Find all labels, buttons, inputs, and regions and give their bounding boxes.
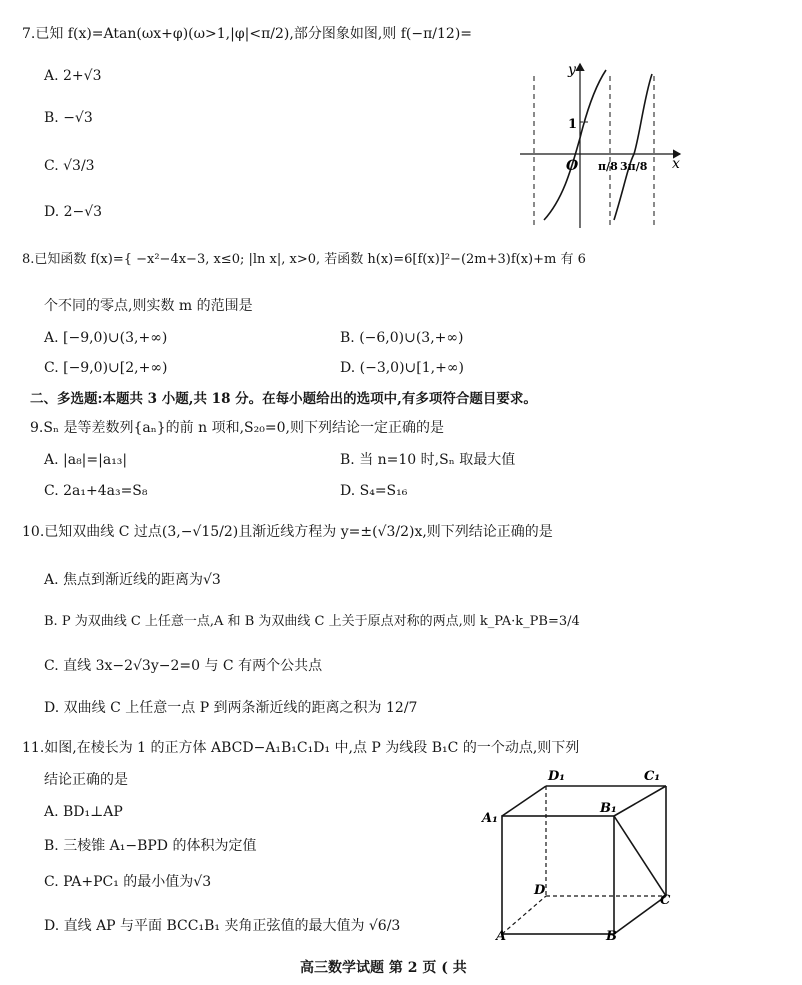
- q11-cube-figure: [480, 764, 680, 940]
- x-tick-3pi-8: 3π/8: [620, 160, 648, 173]
- q7-stem: 7.已知 f(x)=Atan(ωx+φ)(ω>1,|φ|<π/2),部分图象如图,则 f(−π/12)=: [22, 26, 473, 42]
- origin-label: O: [566, 158, 579, 174]
- vertex-D1: D₁: [548, 769, 565, 784]
- q11-stem-line2: 结论正确的是: [44, 772, 128, 788]
- tan-branch-1: [544, 70, 606, 220]
- vertex-D: D: [534, 883, 546, 898]
- page-footer: 高三数学试题 第 2 页 ( 共: [300, 960, 467, 976]
- q10-option-d: D. 双曲线 C 上任意一点 P 到两条渐近线的距离之积为 12/7: [44, 700, 418, 716]
- q7-tangent-graph: [520, 58, 700, 230]
- vertex-A1: A₁: [482, 811, 498, 826]
- q10-option-c: C. 直线 3x−2√3y−2=0 与 C 有两个公共点: [44, 658, 323, 674]
- y-tick-1: 1: [568, 117, 578, 132]
- q11-option-d: D. 直线 AP 与平面 BCC₁B₁ 夹角正弦值的最大值为 √6/3: [44, 918, 401, 934]
- vertex-C: C: [660, 893, 671, 908]
- q11-option-b: B. 三棱锥 A₁−BPD 的体积为定值: [44, 838, 257, 854]
- q8-option-c: C. [−9,0)∪[2,+∞): [44, 360, 168, 376]
- q7-option-a: A. 2+√3: [44, 68, 102, 84]
- q9-option-a: A. |a₈|=|a₁₃|: [44, 452, 128, 468]
- q8-option-d: D. (−3,0)∪[1,+∞): [340, 360, 464, 376]
- q9-option-b: B. 当 n=10 时,Sₙ 取最大值: [340, 452, 516, 468]
- x-axis-label: x: [672, 156, 680, 172]
- section-2-heading: 二、多选题:本题共 3 小题,共 18 分。在每小题给出的选项中,有多项符合题目要求。: [30, 391, 537, 407]
- q10-stem: 10.已知双曲线 C 过点(3,−√15/2)且渐近线方程为 y=±(√3/2)x,则下列结论正确的是: [22, 524, 553, 540]
- q7-option-c: C. √3/3: [44, 158, 95, 174]
- q8-stem-line1: 8.已知函数 f(x)={ −x²−4x−3, x≤0; |ln x|, x>0, 若函数 h(x)=6[f(x)]²−(2m+3)f(x)+m 有 6: [22, 252, 586, 267]
- q10-option-b: B. P 为双曲线 C 上任意一点,A 和 B 为双曲线 C 上关于原点对称的两点,则 k_PA·k_PB=3/4: [44, 614, 580, 629]
- q8-option-a: A. [−9,0)∪(3,+∞): [44, 330, 168, 346]
- q7-option-d: D. 2−√3: [44, 204, 103, 220]
- q9-stem: 9.Sₙ 是等差数列{aₙ}的前 n 项和,S₂₀=0,则下列结论一定正确的是: [30, 420, 444, 436]
- q11-stem-line1: 11.如图,在棱长为 1 的正方体 ABCD−A₁B₁C₁D₁ 中,点 P 为线段 B₁C 的一个动点,则下列: [22, 740, 580, 756]
- y-axis-label: y: [568, 62, 576, 78]
- q8-stem-line2: 个不同的零点,则实数 m 的范围是: [44, 298, 253, 314]
- vertex-B: B: [606, 929, 617, 940]
- q11-option-a: A. BD₁⊥AP: [44, 804, 123, 820]
- q7-option-b: B. −√3: [44, 110, 93, 126]
- x-tick-pi-8: π/8: [598, 160, 618, 173]
- q10-option-a: A. 焦点到渐近线的距离为√3: [44, 572, 221, 588]
- q11-option-c: C. PA+PC₁ 的最小值为√3: [44, 874, 212, 890]
- q9-option-d: D. S₄=S₁₆: [340, 483, 408, 499]
- vertex-C1: C₁: [644, 769, 661, 784]
- q9-option-c: C. 2a₁+4a₃=S₈: [44, 483, 148, 499]
- tan-branch-2: [614, 74, 652, 220]
- vertex-A: A: [496, 929, 507, 940]
- q8-option-b: B. (−6,0)∪(3,+∞): [340, 330, 464, 346]
- vertex-B1: B₁: [600, 801, 617, 816]
